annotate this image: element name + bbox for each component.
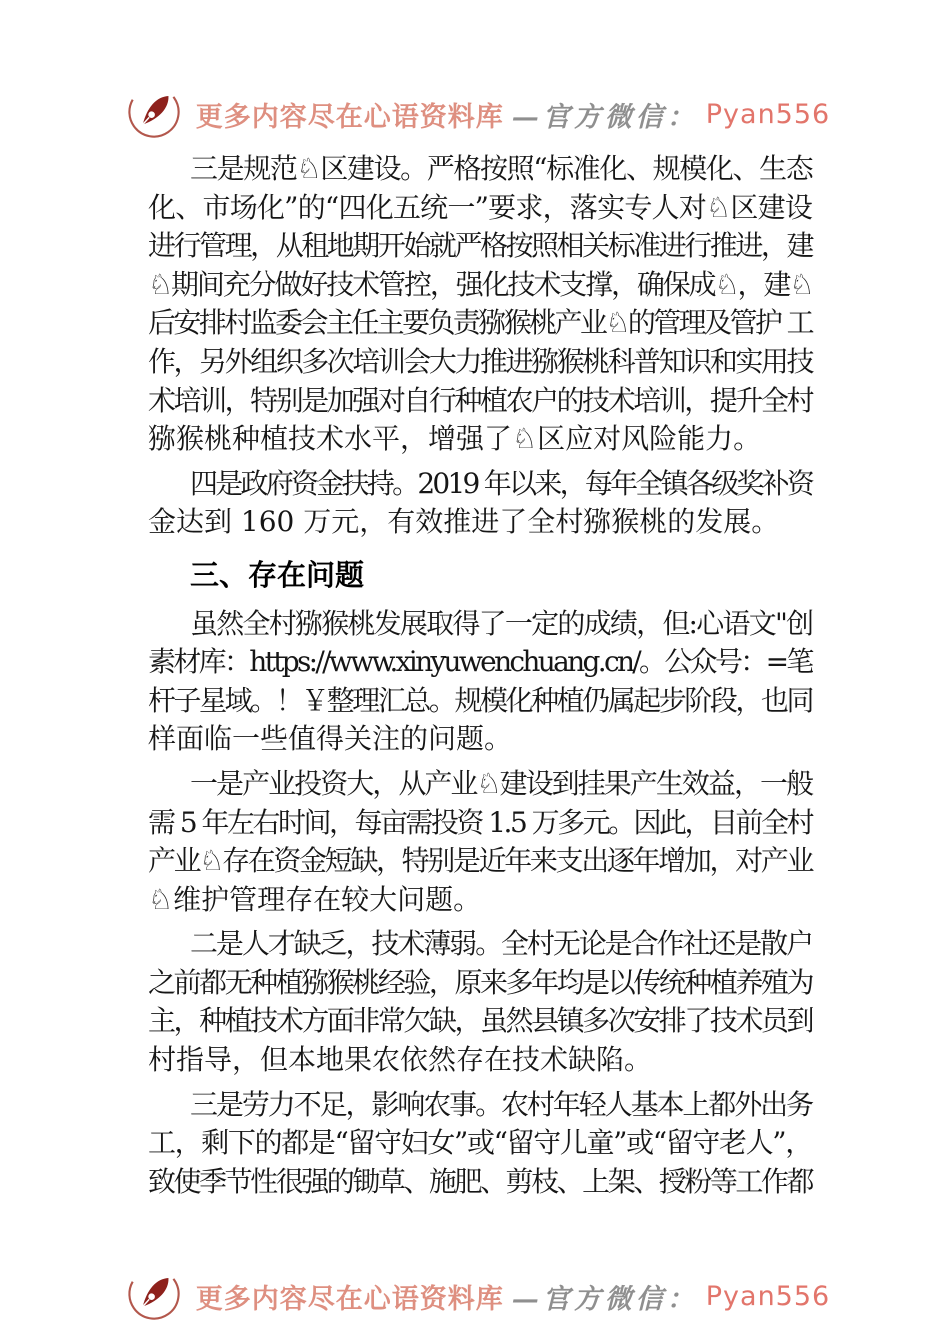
document-line: 作，另外组织多次培训会大力推进猕猴桃科普知识和实用技 xyxy=(148,344,813,378)
document-line: ♘期间充分做好技术管控，强化技术支撑，确保成♘，建♘ xyxy=(148,267,813,301)
document-line: 四是政府资金扶持。2019 年以来，每年全镇各级奖补资 xyxy=(190,466,813,500)
watermark-channel-text: —官方微信： xyxy=(511,101,698,133)
document-line: 一是产业投资大，从产业♘建设到挂果产生效益，一般 xyxy=(190,766,813,800)
paragraph xyxy=(148,1086,812,1202)
document-line: 三是规范♘区建设。严格按照“标准化、规模化、生态 xyxy=(190,152,813,185)
watermark-brand-text: 更多内容尽在心语资料库 xyxy=(195,1283,504,1315)
footer-watermark xyxy=(0,1264,950,1328)
watermark-account-text: Pyan556 xyxy=(705,1280,831,1312)
document-line: 样面临一些值得关注的问题。 xyxy=(148,722,513,756)
document-line: 虽然全村猕猴桃发展取得了一定的成绩，但:心语文"创 xyxy=(190,606,813,640)
watermark-brand-text: 更多内容尽在心语资料库 xyxy=(195,101,504,133)
watermark-account-text: Pyan556 xyxy=(705,98,831,130)
document-line: 之前都无种植猕猴桃经验，原来多年均是以传统种植养殖为 xyxy=(148,965,813,999)
header-watermark xyxy=(0,82,950,146)
document-line: 二是人才缺乏，技术薄弱。全村无论是合作社还是散户 xyxy=(190,927,813,961)
document-line: 杆子星域。！￥整理汇总。规模化种植仍属起步阶段，也同 xyxy=(148,683,813,717)
document-line: 素材库：https://www.xinyuwenchuang.cn/。公众号：=笔 xyxy=(148,645,812,679)
document-line: ♘维护管理存在较大问题。 xyxy=(148,882,482,916)
document-body xyxy=(148,150,812,1201)
document-line: 金达到 160 万元，有效推进了全村猕猴桃的发展。 xyxy=(148,505,780,539)
document-line: 进行管理，从租地期开始就严格按照相关标准进行推进，建 xyxy=(148,229,813,263)
paragraph xyxy=(148,765,812,919)
document-line: 猕猴桃种植技术水平，增强了♘区应对风险能力。 xyxy=(148,422,762,456)
document-line: 化、市场化”的“四化五统一”要求，落实专人对♘区建设 xyxy=(148,190,813,224)
section-heading: 三、存在问题 xyxy=(190,557,365,592)
document-line: 术培训，特别是加强对自行种植农户的技术培训，提升全村 xyxy=(148,383,813,417)
document-line: 后安排村监委会主任主要负责猕猴桃产业♘的管理及管护 工 xyxy=(148,306,813,340)
document-line: 三是劳力不足，影响农事。农村年轻人基本上都外出务 xyxy=(190,1087,813,1121)
paragraph xyxy=(148,150,812,459)
watermark-channel-text: —官方微信： xyxy=(511,1283,698,1315)
paragraph xyxy=(148,465,812,542)
document-line: 需 5 年左右时间，每亩需投资 1.5 万多元。因此，目前全村 xyxy=(148,805,812,839)
document-line: 产业♘存在资金短缺，特别是近年来支出逐年增加，对产业 xyxy=(148,844,813,878)
paragraph xyxy=(148,925,812,1079)
paragraph xyxy=(148,605,812,759)
pen-nib-circle-icon xyxy=(120,1264,188,1328)
document-line: 工，剩下的都是“留守妇女”或“留守儿童”或“留守老人”， xyxy=(148,1126,812,1160)
pen-nib-circle-icon xyxy=(120,82,188,146)
document-line: 村指导，但本地果农依然存在技术缺陷。 xyxy=(148,1043,653,1077)
document-line: 致使季节性很强的锄草、施肥、剪枝、上架、授粉等工作都 xyxy=(148,1164,813,1198)
document-line: 主，种植技术方面非常欠缺，虽然县镇多次安排了技术员到 xyxy=(148,1004,813,1038)
